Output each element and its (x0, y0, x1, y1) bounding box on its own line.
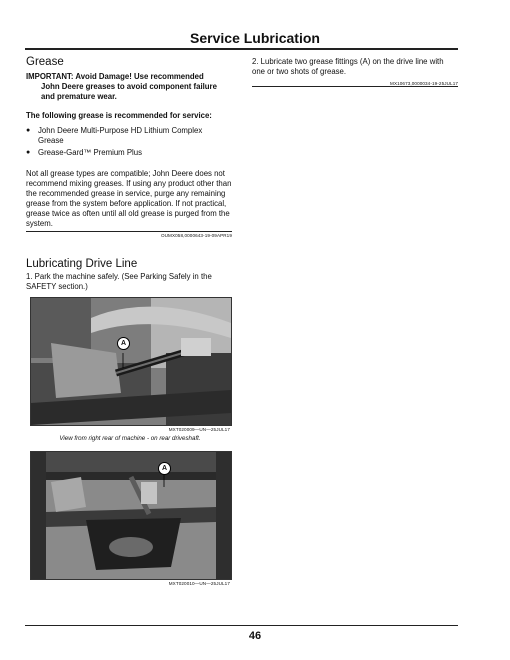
right-reference-code: MX10673,0000034-19-25JUL17 (390, 81, 458, 86)
step-2-text: 2. Lubricate two grease fittings (A) on the drive line with one or two shots of grease. (252, 57, 444, 76)
grease-heading: Grease (26, 56, 64, 68)
photo-1-reference-code: MXT020009—UN—25JUL17 (168, 427, 230, 432)
callout-a-marker: A (158, 462, 171, 475)
photo-1-caption: View from right rear of machine - on rear driveshaft. (59, 435, 201, 442)
driveshaft-photo-lower (30, 451, 232, 580)
right-section-rule (252, 86, 458, 87)
grease-list-item: ● Grease-Gard™ Premium Plus (26, 148, 226, 158)
footer-rule (25, 625, 458, 626)
section-rule (26, 231, 232, 232)
grease-compatibility-paragraph: Not all grease types are compatible; John Deere does not recommend mixing greases. If using any product other than the recommended grease in service, purge any remaining grease from the system before application. If not practical, grease twice as often until all old grease is purged from the system. (26, 169, 232, 228)
grease-list-item: ● John Deere Multi-Purpose HD Lithium Complex Grease (26, 126, 226, 146)
driveshaft-photo-illustration (31, 298, 231, 425)
grease-list (26, 126, 226, 158)
driveshaft-photo-rear (30, 297, 232, 426)
page-title: Service Lubrication (190, 30, 320, 46)
drive-line-heading: Lubricating Drive Line (26, 258, 138, 270)
page-number: 46 (248, 630, 262, 642)
grease-reference-code: OUMX058,0000643-19-09APR19 (160, 233, 232, 238)
header-rule (25, 48, 458, 50)
important-line-1: IMPORTANT: Avoid Damage! Use recommended (26, 72, 204, 81)
important-line-3: and premature wear. (41, 92, 117, 101)
callout-a-marker: A (117, 337, 130, 350)
recommended-grease-heading: The following grease is recommended for service: (26, 111, 212, 120)
photo-2-reference-code: MXT020010—UN—25JUL17 (168, 581, 230, 586)
step-1-text: 1. Park the machine safely. (See Parking Safely in the SAFETY section.) (26, 272, 212, 291)
driveshaft-lower-illustration (31, 452, 231, 579)
important-notice (26, 72, 241, 102)
important-line-2: John Deere greases to avoid component failure (41, 82, 217, 91)
